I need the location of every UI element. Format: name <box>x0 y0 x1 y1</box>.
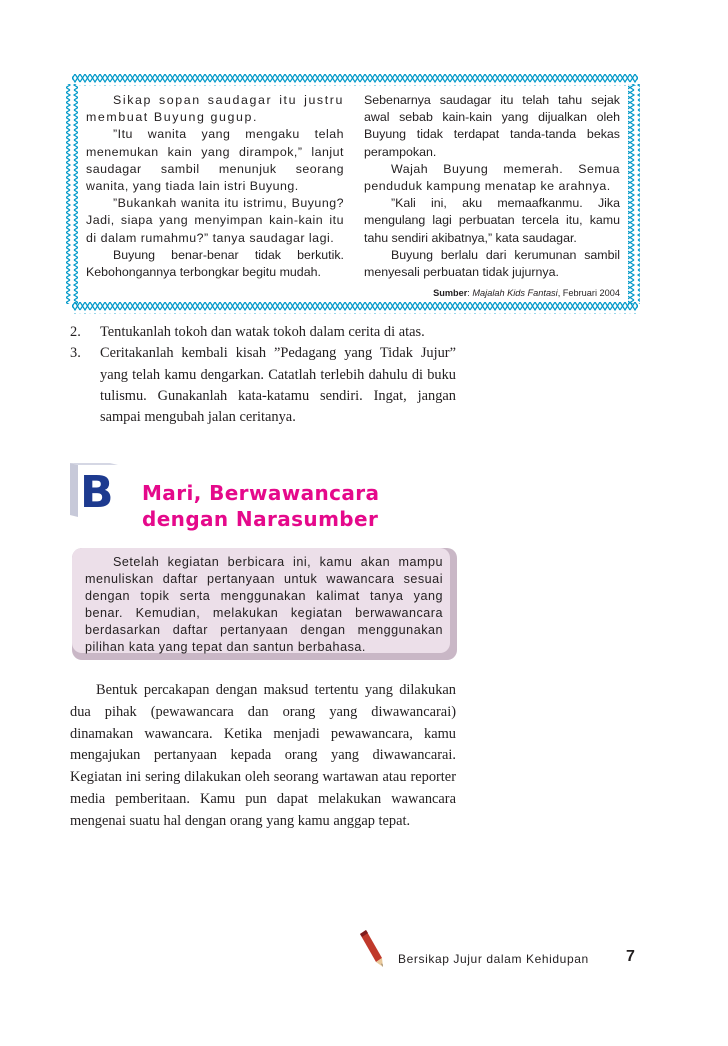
story-paragraph: Wajah Buyung memerah. Semua penduduk kampung menatap ke arahnya. <box>364 161 620 194</box>
section-title-line: Mari, Berwawancara <box>142 481 380 505</box>
pencil-icon <box>356 930 388 970</box>
story-paragraph: ”Kali ini, aku memaafkanmu. Jika mengulang lagi perbuatan tercela itu, kamu tahu sendiri akibatnya,” kata saudagar. <box>364 196 620 245</box>
section-letter-badge <box>70 463 120 517</box>
story-paragraph: ”Itu wanita yang mengaku telah menemukan kain yang dirampok,” lanjut saudagar sambil menunjuk seorang wanita, yang tiada lain istri Buyung. <box>86 127 344 194</box>
source-label: Sumber <box>433 288 468 298</box>
list-item <box>70 343 456 428</box>
source-title: Majalah Kids Fantasi <box>472 288 558 298</box>
story-paragraph: Sebenarnya saudagar itu telah tahu sejak awal sebab kain-kain yang dijualkan oleh Buyung tidak terdapat tanda-tanda bekas perampokan. <box>364 93 620 159</box>
story-column-right <box>364 92 620 281</box>
story-paragraph: Buyung berlalu dari kerumunan sambil menyesali perbuatan tidak jujurnya. <box>364 247 620 280</box>
task-list <box>70 322 456 428</box>
story-paragraph: Buyung benar-benar tidak berkutik. Kebohongannya terbongkar begitu mudah. <box>86 247 344 280</box>
list-item-number: 3. <box>70 345 81 362</box>
footer-chapter-title: Bersikap Jujur dalam Kehidupan <box>398 952 589 966</box>
learning-goal-text: Setelah kegiatan berbicara ini, kamu akan mampu menuliskan daftar pertanyaan untuk wawancara sesuai dengan topik serta menggunakan kalimat tanya yang benar. Kemudian, melakukan kegiatan berwawancara berdasarkan daftar pertanyaan dengan menggunakan pilihan kata yang tepat dan santun berbahasa. <box>85 555 443 654</box>
list-item-text: Ceritakanlah kembali kisah ”Pedagang yang Tidak Jujur” yang telah kamu dengarkan. Catatlah terlebih dahulu di buku tulismu. Gunakanlah kata-katamu sendiri. Ingat, jangan sampai mengubah jalan ceritanya. <box>100 345 456 426</box>
body-paragraph: Bentuk percakapan dengan maksud tertentu yang dilakukan dua pihak (pewawancara dan orang yang diwawancarai) dinamakan wawancara. Ketika menjadi pewawancara, kamu mengajukan pertanyaan kepada orang yang diwawancarai. Kegiatan ini sering dilakukan oleh seorang wartawan atau reporter media pemberitaan. Kamu pun dapat melakukan wawancara mengenai suatu hal dengan orang yang kamu anggap tepat. <box>70 682 456 829</box>
section-title <box>142 480 379 532</box>
story-paragraph: ”Bukankah wanita itu istrimu, Buyung? Jadi, siapa yang menyimpan kain-kain itu di dalam rumahmu?” tanya saudagar lagi. <box>86 196 344 245</box>
story-column-left <box>86 92 344 281</box>
section-title-line: dengan Narasumber <box>142 507 379 531</box>
list-item <box>70 322 456 343</box>
list-item-text: Tentukanlah tokoh dan watak tokoh dalam cerita di atas. <box>100 324 425 340</box>
list-item-number: 2. <box>70 324 81 340</box>
section-letter: B <box>80 467 114 517</box>
story-paragraph: Sikap sopan saudagar itu justru membuat Buyung gugup. <box>86 93 344 125</box>
page-number: 7 <box>626 948 635 965</box>
learning-goal-box <box>72 548 457 660</box>
source-date: , Februari 2004 <box>557 288 620 298</box>
story-source: Sumber: Majalah Kids Fantasi, Februari 2004 <box>433 288 620 298</box>
